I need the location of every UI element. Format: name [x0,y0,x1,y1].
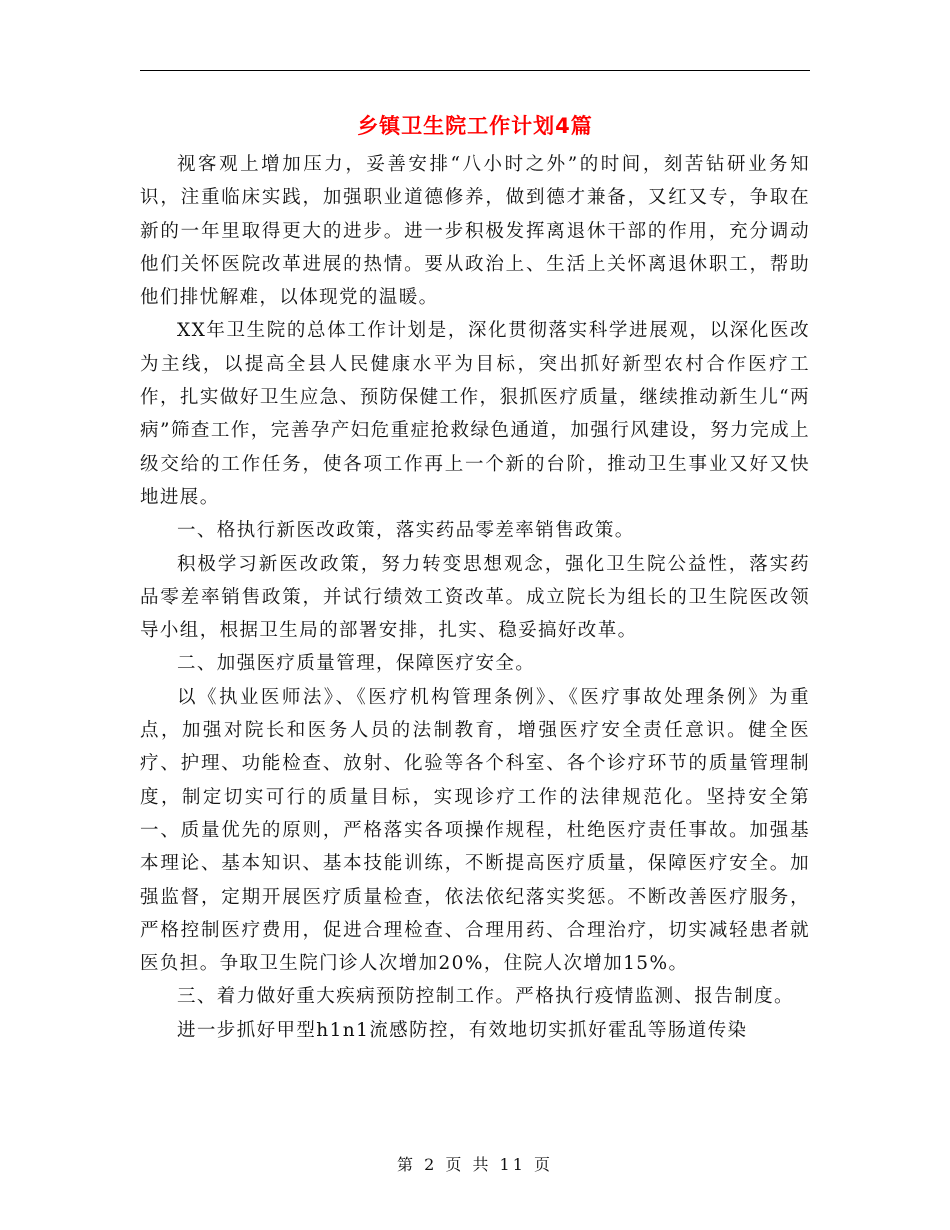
section-heading: 三、着力做好重大疾病预防控制工作。严格执行疫情监测、报告制度。 [177,986,794,1008]
paragraph: XX年卫生院的总体工作计划是，深化贯彻落实科学进展观，以深化医改为主线，以提高全县人民健康水平为目标，突出抓好新型农村合作医疗工作，扎实做好卫生应急、预防保健工作，狠抓医疗质量，继续推动新生儿“两病”筛查工作，完善孕产妇危重症抢救绿色通道，加强行风建设，努力完成上级交给的工作任务，使各项工作再上一个新的台阶，推动卫生事业又好又快地进展。 [140,320,810,508]
section-heading: 二、加强医疗质量管理，保障医疗安全。 [177,653,536,675]
paragraph: 进一步抓好甲型h1n1流感防控，有效地切实抓好霍乱等肠道传染 [177,1019,748,1041]
document-title: 乡镇卫生院工作计划4篇 [357,114,593,138]
paragraph: 以《执业医师法》、《医疗机构管理条例》、《医疗事故处理条例》为重点，加强对院长和医务人员的法制教育，增强医疗安全责任意识。健全医疗、护理、功能检查、放射、化验等各个科室、各个诊疗环节的质量管理制度，制定切实可行的质量目标，实现诊疗工作的法律规范化。坚持安全第一、质量优先的原则，严格落实各项操作规程，杜绝医疗责任事故。加强基本理论、基本知识、基本技能训练，不断提高医疗质量，保障医疗安全。加强监督，定期开展医疗质量检查，依法依纪落实奖惩。不断改善医疗服务，严格控制医疗费用，促进合理检查、合理用药、合理治疗，切实减轻患者就医负担。争取卫生院门诊人次增加20%，住院人次增加15%。 [140,686,810,975]
paragraph: 视客观上增加压力，妥善安排“八小时之外”的时间，刻苦钻研业务知识，注重临床实践，加强职业道德修养，做到德才兼备，又红又专，争取在新的一年里取得更大的进步。进一步积极发挥离退休干部的作用，充分调动他们关怀医院改革进展的热情。要从政治上、生活上关怀离退休职工，帮助他们排忧解难，以体现党的温暖。 [140,154,810,309]
document-body [140,148,810,1047]
page-footer: 第 2 页 共 11 页 [397,1155,553,1174]
header-rule [140,70,810,71]
paragraph: 积极学习新医改政策，努力转变思想观念，强化卫生院公益性，落实药品零差率销售政策，并试行绩效工资改革。成立院长为组长的卫生院医改领导小组，根据卫生局的部署安排，扎实、稳妥搞好改革。 [140,553,810,642]
section-heading: 一、格执行新医改政策，落实药品零差率销售政策。 [177,520,635,542]
